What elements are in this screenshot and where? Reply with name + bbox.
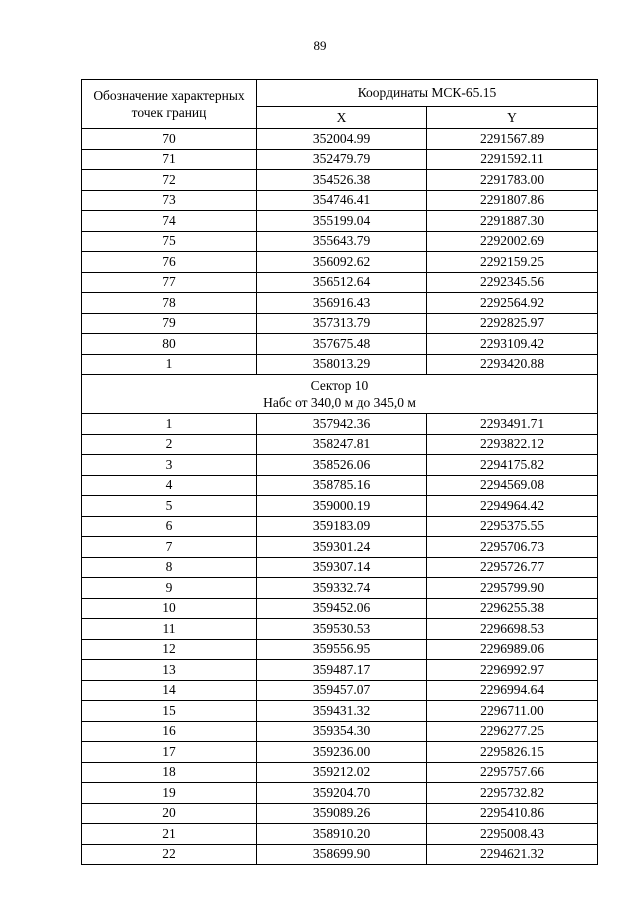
x-coordinate-cell: 354526.38 (257, 170, 427, 191)
table-row (82, 598, 598, 619)
x-coordinate-cell: 359530.53 (257, 619, 427, 640)
table-row (82, 334, 598, 355)
x-coordinate-cell: 359307.14 (257, 557, 427, 578)
x-coordinate-cell: 359183.09 (257, 516, 427, 537)
table-row (82, 578, 598, 599)
x-coordinate-cell: 359487.17 (257, 660, 427, 681)
table-row (82, 516, 598, 537)
x-coordinate-cell: 358013.29 (257, 354, 427, 375)
x-coordinate-cell: 359212.02 (257, 762, 427, 783)
x-coordinate-cell: 356092.62 (257, 252, 427, 273)
point-id-cell: 4 (82, 475, 257, 496)
point-id-cell: 15 (82, 701, 257, 722)
point-id-cell: 14 (82, 680, 257, 701)
table-row (82, 701, 598, 722)
point-id-cell: 75 (82, 231, 257, 252)
point-id-cell: 72 (82, 170, 257, 191)
x-coordinate-cell: 359000.19 (257, 496, 427, 517)
table-row (82, 803, 598, 824)
x-header: X (257, 107, 427, 129)
x-coordinate-cell: 355643.79 (257, 231, 427, 252)
y-coordinate-cell: 2295732.82 (427, 783, 598, 804)
point-id-cell: 10 (82, 598, 257, 619)
table-row (82, 824, 598, 845)
point-id-cell: 12 (82, 639, 257, 660)
y-coordinate-cell: 2291807.86 (427, 190, 598, 211)
table-row (82, 293, 598, 314)
table-row (82, 149, 598, 170)
y-coordinate-cell: 2296255.38 (427, 598, 598, 619)
page-number: 89 (313, 38, 327, 53)
x-coordinate-cell: 355199.04 (257, 211, 427, 232)
y-coordinate-cell: 2292825.97 (427, 313, 598, 334)
point-id-cell: 76 (82, 252, 257, 273)
point-id-cell: 16 (82, 721, 257, 742)
y-coordinate-cell: 2293109.42 (427, 334, 598, 355)
point-id-cell: 77 (82, 272, 257, 293)
y-coordinate-cell: 2296277.25 (427, 721, 598, 742)
y-coordinate-cell: 2295375.55 (427, 516, 598, 537)
table-row (82, 639, 598, 660)
table-row (82, 434, 598, 455)
sector-heading-cell (82, 375, 598, 414)
table-row (82, 844, 598, 865)
point-id-cell: 78 (82, 293, 257, 314)
x-coordinate-cell: 359089.26 (257, 803, 427, 824)
x-coordinate-cell: 358526.06 (257, 455, 427, 476)
table-row (82, 170, 598, 191)
y-coordinate-cell: 2294175.82 (427, 455, 598, 476)
coordinates-table (81, 79, 598, 865)
table-row (82, 272, 598, 293)
table-row (82, 252, 598, 273)
y-coordinate-cell: 2292159.25 (427, 252, 598, 273)
x-coordinate-cell: 359204.70 (257, 783, 427, 804)
y-coordinate-cell: 2291592.11 (427, 149, 598, 170)
table-row (82, 537, 598, 558)
sector-height-range: Набс от 340,0 м до 345,0 м (263, 395, 416, 410)
y-coordinate-cell: 2291783.00 (427, 170, 598, 191)
y-coordinate-cell: 2295008.43 (427, 824, 598, 845)
x-coordinate-cell: 358247.81 (257, 434, 427, 455)
point-id-cell: 6 (82, 516, 257, 537)
table-row (82, 783, 598, 804)
point-id-cell: 5 (82, 496, 257, 517)
point-id-cell: 80 (82, 334, 257, 355)
table-header-row (82, 80, 598, 107)
x-coordinate-cell: 359431.32 (257, 701, 427, 722)
y-coordinate-cell: 2291567.89 (427, 129, 598, 150)
y-coordinate-cell: 2294621.32 (427, 844, 598, 865)
point-id-cell: 1 (82, 354, 257, 375)
point-id-cell: 17 (82, 742, 257, 763)
point-id-cell: 18 (82, 762, 257, 783)
table-row (82, 762, 598, 783)
table-row (82, 414, 598, 435)
point-id-cell: 13 (82, 660, 257, 681)
y-coordinate-cell: 2293822.12 (427, 434, 598, 455)
x-coordinate-cell: 357942.36 (257, 414, 427, 435)
table-row (82, 313, 598, 334)
y-coordinate-cell: 2295706.73 (427, 537, 598, 558)
sector-title: Сектор 10 (310, 378, 369, 393)
point-id-cell: 3 (82, 455, 257, 476)
y-coordinate-cell: 2291887.30 (427, 211, 598, 232)
table-row (82, 211, 598, 232)
table-row (82, 619, 598, 640)
point-id-cell: 11 (82, 619, 257, 640)
table-row (82, 680, 598, 701)
coordinates-header: Координаты МСК-65.15 (257, 80, 598, 107)
y-coordinate-cell: 2295410.86 (427, 803, 598, 824)
point-id-cell: 8 (82, 557, 257, 578)
table-row (82, 231, 598, 252)
point-id-cell: 71 (82, 149, 257, 170)
table-row (82, 475, 598, 496)
table-row (82, 742, 598, 763)
point-id-cell: 73 (82, 190, 257, 211)
point-id-cell: 70 (82, 129, 257, 150)
y-coordinate-cell: 2296994.64 (427, 680, 598, 701)
x-coordinate-cell: 359457.07 (257, 680, 427, 701)
y-coordinate-cell: 2296989.06 (427, 639, 598, 660)
y-coordinate-cell: 2294964.42 (427, 496, 598, 517)
y-coordinate-cell: 2294569.08 (427, 475, 598, 496)
table-row (82, 354, 598, 375)
x-coordinate-cell: 358910.20 (257, 824, 427, 845)
point-id-cell: 9 (82, 578, 257, 599)
table-row (82, 660, 598, 681)
x-coordinate-cell: 359236.00 (257, 742, 427, 763)
point-id-cell: 79 (82, 313, 257, 334)
x-coordinate-cell: 356512.64 (257, 272, 427, 293)
y-coordinate-cell: 2292002.69 (427, 231, 598, 252)
y-coordinate-cell: 2293420.88 (427, 354, 598, 375)
x-coordinate-cell: 354746.41 (257, 190, 427, 211)
table-row (82, 455, 598, 476)
y-coordinate-cell: 2296992.97 (427, 660, 598, 681)
y-coordinate-cell: 2295799.90 (427, 578, 598, 599)
y-coordinate-cell: 2292345.56 (427, 272, 598, 293)
point-id-cell: 74 (82, 211, 257, 232)
x-coordinate-cell: 352004.99 (257, 129, 427, 150)
point-designation-header: Обозначение характерных точек границ (82, 80, 257, 129)
y-coordinate-cell: 2293491.71 (427, 414, 598, 435)
y-coordinate-cell: 2296698.53 (427, 619, 598, 640)
point-id-cell: 22 (82, 844, 257, 865)
y-header: Y (427, 107, 598, 129)
point-id-cell: 1 (82, 414, 257, 435)
x-coordinate-cell: 356916.43 (257, 293, 427, 314)
point-id-cell: 20 (82, 803, 257, 824)
y-coordinate-cell: 2296711.00 (427, 701, 598, 722)
table-row (82, 129, 598, 150)
x-coordinate-cell: 359354.30 (257, 721, 427, 742)
x-coordinate-cell: 358699.90 (257, 844, 427, 865)
x-coordinate-cell: 352479.79 (257, 149, 427, 170)
point-id-cell: 19 (82, 783, 257, 804)
x-coordinate-cell: 359556.95 (257, 639, 427, 660)
table-row (82, 721, 598, 742)
x-coordinate-cell: 359332.74 (257, 578, 427, 599)
y-coordinate-cell: 2295826.15 (427, 742, 598, 763)
table-row (82, 190, 598, 211)
y-coordinate-cell: 2292564.92 (427, 293, 598, 314)
x-coordinate-cell: 357675.48 (257, 334, 427, 355)
table-row (82, 557, 598, 578)
x-coordinate-cell: 358785.16 (257, 475, 427, 496)
x-coordinate-cell: 357313.79 (257, 313, 427, 334)
y-coordinate-cell: 2295757.66 (427, 762, 598, 783)
sector-row (82, 375, 598, 414)
point-id-cell: 21 (82, 824, 257, 845)
table-row (82, 496, 598, 517)
point-id-cell: 7 (82, 537, 257, 558)
y-coordinate-cell: 2295726.77 (427, 557, 598, 578)
x-coordinate-cell: 359301.24 (257, 537, 427, 558)
point-id-cell: 2 (82, 434, 257, 455)
x-coordinate-cell: 359452.06 (257, 598, 427, 619)
